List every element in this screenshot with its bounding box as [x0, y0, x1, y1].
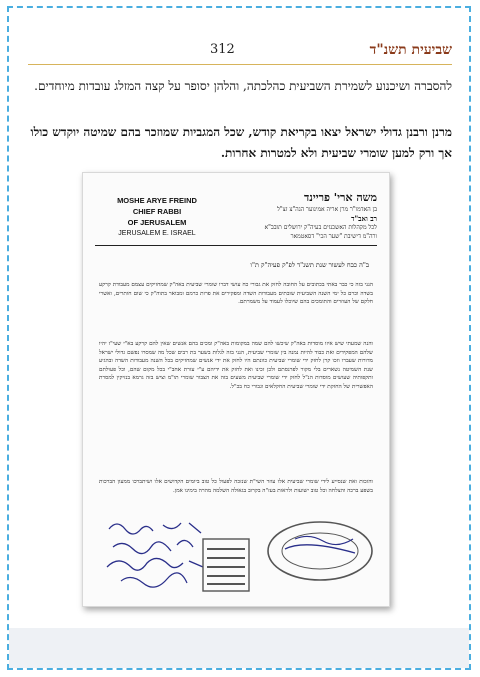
letterhead-hebrew-rav: רב ואב"ד: [351, 214, 377, 223]
letter-date: ב"ה כבח לעשור שנת תשנ"ד לפ"ק פעיה"ק ת"ו: [250, 261, 369, 269]
letterhead-english-address: JERUSALEM E. ISRAEL: [118, 230, 196, 237]
letterhead-hebrew-sub1: בן האדמו"ר מרן אריה אמינוער הגה"צ זצ"ל: [277, 206, 377, 213]
letter-paragraph-1: הנני בזה כי כבר באתי בכתובים על החובה לחזק את גבורי כח עושי דברו שומרי שביעית באה"ק שמחזיקים עצמם מעבודת קרקע בשדה וכרם כל ימי השנה השביעית שובתים מעבודות השדה ומפקירים את פרות כרמם ומבואר בתוה"ק כי שום חותרים, ואשרי חלקם של העוזרים והתומכים בהם שיוכלו לעמוד על משמרתם.: [99, 282, 373, 306]
letter-image: [82, 172, 390, 607]
handwritten-signature: [103, 515, 213, 595]
letterhead-hebrew-sub3: ורה"מ דישיבת "שער הכי" דסאטמאר: [290, 233, 377, 240]
header-title: שביעית תשנ"ד: [369, 42, 452, 58]
letterhead-english-city: OF JERUSALEM: [127, 218, 187, 227]
letterhead-english-name: MOSHE ARYE FREIND: [117, 196, 197, 205]
header-rule: [28, 64, 452, 65]
letterhead-hebrew: [227, 191, 377, 241]
letter-paragraph-2: והנה שמעתי שיש איזו מוסדות באה"ק שיכשו להם שמה במקומות באה"ק ומכים בהם אנשים שאין להם קרקע בא"י שעי"ז יהיו שלהם המפקידים ואת כבוד להיות נמנה בין שומרי שביעית, הנני בזה לגלות בשער בת רבים שכל מה שמסרו נפשם גדולי ישראל מדורות שעברו וזכו קרן לחזק ידי שומרי שביעית כוונתם היו לחזק את ידי אנשים שמחזיקים בכל השנה מעבודות השדה ובהגיע שנת השמיטה נשארים בלי מקור לפרנסתם ולכן זכינו ואת לחזק את ידיהם ע"י עזרת אחב"י בכל מקום שהם, וכל פעולתם ותקפותיה שעושים מוסדות הנ"ל לחזק ידי שומרי שביעית משעים בזה את הצבור שומרי תו"מ וציש בזה גרמא בנזיקין למסרת האפשרית של החזקת ידי שומרי שביעית החקלאים וגבורי כח בכ"ל.: [99, 341, 373, 390]
letter-paragraph-3: והזכות ואת שנסייע לידי שומרי שביעית אלו עוזר השי"ת שנזכה לפעול כל טוב ביומים הקדושים אלו ושיתברכו ממעון הברכות בשפע ברכה והצלחה וכל טוב ישועות ולראות בעז"ה בקרוב בגאולה השלמה מהרה בימינו אמן.: [99, 479, 373, 494]
body-paragraph-1: להסברה ושיכנוע לשמירת השביעית כהלכתה, והלהן יסופר על קצה המזלג עובדות מיוחדים.: [34, 79, 452, 93]
letterhead-english: [97, 195, 217, 239]
body-paragraph-2: מרנן ורבנן גדולי ישראל יצאו בקריאת קודש, שכל המגביות שמוזכר בהם שמיטה יוקדש כולו אך ורק למען שומרי שביעית ולא למטרות אחרות.: [30, 125, 452, 160]
rabbi-stamp: [201, 537, 251, 593]
letterhead-hebrew-sub2: לכל מקהלות האשכנזים בעיה"ק ירושלים תובב"א: [264, 224, 377, 231]
page-footer-band: [9, 628, 469, 668]
letterhead-hebrew-name: משה ארי' פריינד: [303, 191, 377, 204]
official-seal: [265, 519, 375, 583]
letterhead-english-title: CHIEF RABBI: [132, 207, 182, 216]
page-number: 312: [210, 42, 235, 57]
letterhead-rule: [95, 245, 377, 246]
